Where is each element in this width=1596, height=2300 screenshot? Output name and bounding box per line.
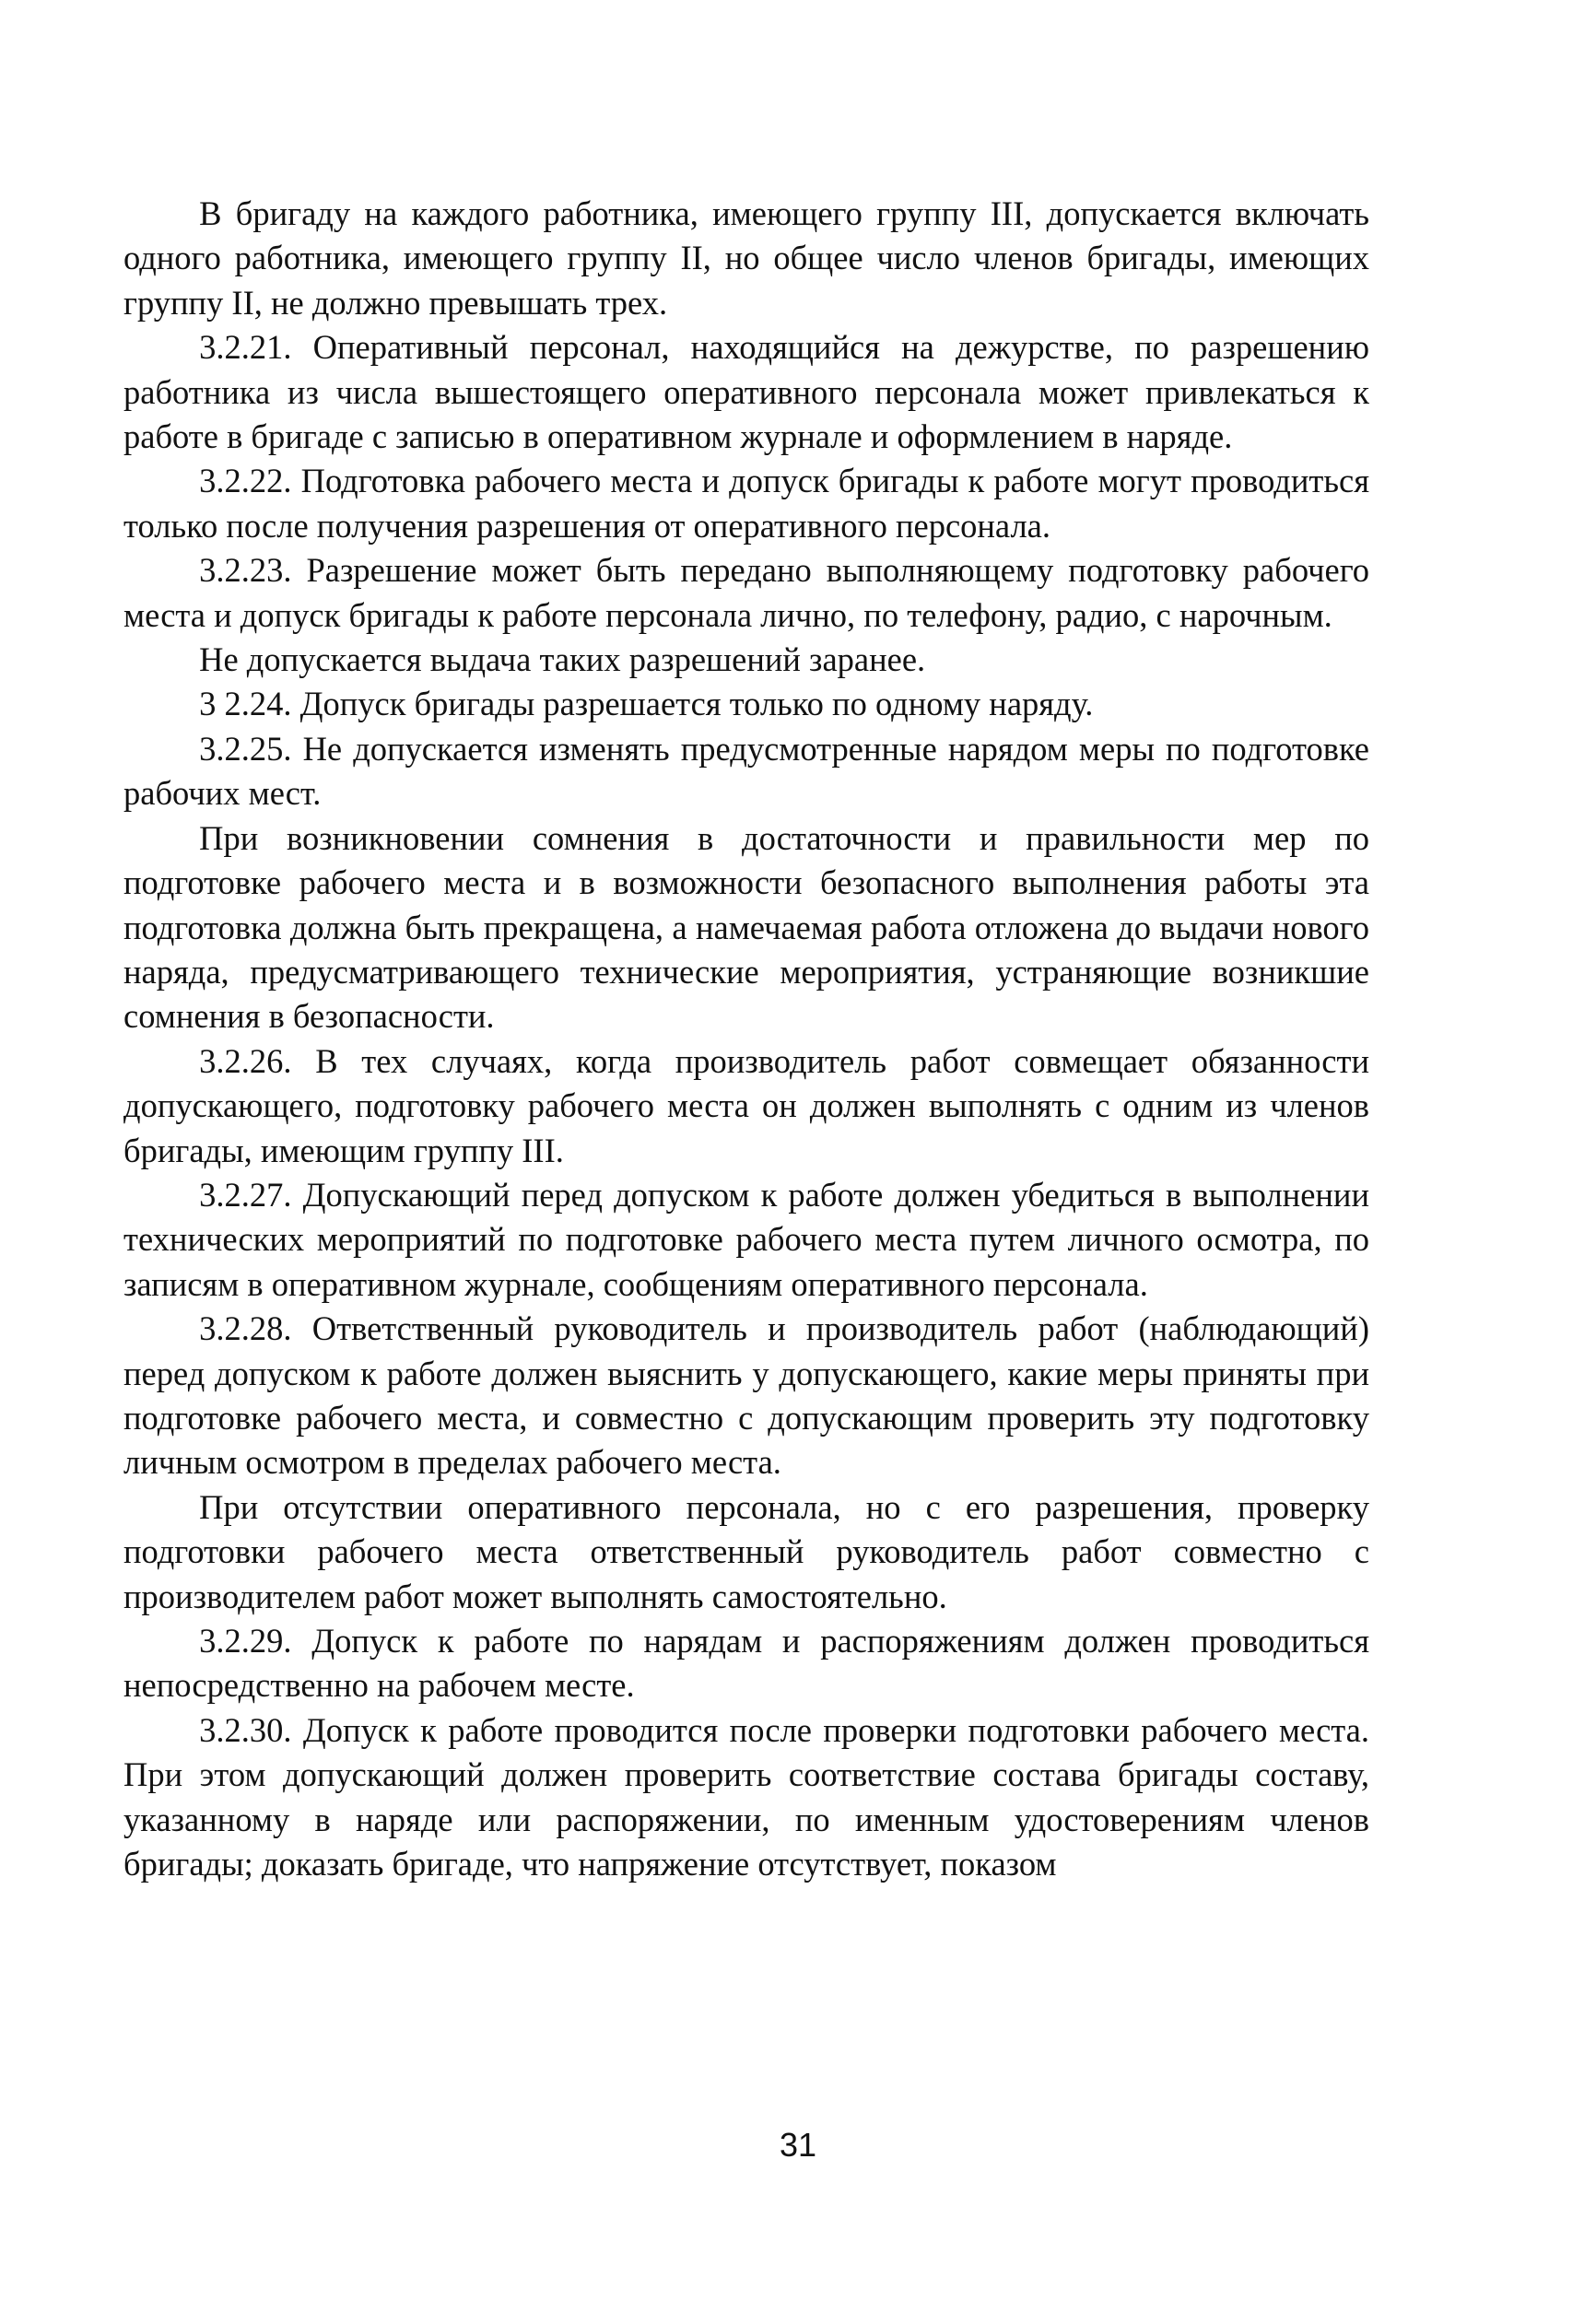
- paragraph-3-2-27: 3.2.27. Допускающий перед допуском к работе должен убедиться в выполнении технических мероприятий по подготовке рабочего места путем личного осмотра, по записям в оперативном журнале, сообщениям оперативного персонала.: [123, 1175, 1369, 1303]
- paragraph-brigade-group: В бригаду на каждого работника, имеющего группу III, допускается включать одного работника, имеющего группу II, но общее число членов бригады, имеющих группу II, не должно превышать трех.: [123, 194, 1369, 322]
- paragraph-3-2-22: 3.2.22. Подготовка рабочего места и допуск бригады к работе могут проводиться только после получения разрешения от оперативного персонала.: [123, 462, 1369, 545]
- page-number: 31: [779, 2126, 817, 2164]
- paragraph-3-2-25: 3.2.25. Не допускается изменять предусмотренные нарядом меры по подготовке рабочих мест.: [123, 729, 1369, 813]
- paragraph-absence-operational: При отсутствии оперативного персонала, но с его разрешения, проверку подготовки рабочего места ответственный руководитель работ совместно с производителем работ может выполнять самостоятельно.: [123, 1487, 1369, 1615]
- paragraph-3-2-23: 3.2.23. Разрешение может быть передано выполняющему подготовку рабочего места и допуск бригады к работе персонала лично, по телефону, радио, с нарочным.: [123, 551, 1369, 634]
- paragraph-doubt: При возникновении сомнения в достаточности и правильности мер по подготовке рабочего места и в возможности безопасного выполнения работы эта подготовка должна быть прекращена, а намечаемая работа отложена до выдачи нового наряда, предусматривающего технические мероприятия, устраняющие возникшие сомнения в безопасности.: [123, 818, 1369, 1036]
- paragraph-3-2-24: 3 2.24. Допуск бригады разрешается только по одному наряду.: [199, 685, 1094, 723]
- paragraph-3-2-29: 3.2.29. Допуск к работе по нарядам и распоряжениям должен проводиться непосредственно на рабочем месте.: [123, 1622, 1369, 1705]
- paragraph-3-2-26: 3.2.26. В тех случаях, когда производитель работ совмещает обязанности допускающего, подготовку рабочего места он должен выполнять с одним из членов бригады, имеющим группу III.: [123, 1041, 1369, 1169]
- body-text: [123, 192, 1369, 1886]
- paragraph-3-2-21: 3.2.21. Оперативный персонал, находящийся на дежурстве, по разрешению работника из числа вышестоящего оперативного персонала может привлекаться к работе в бригаде с записью в оперативном журнале и оформлением в наряде.: [123, 328, 1369, 456]
- paragraph-3-2-28: 3.2.28. Ответственный руководитель и производитель работ (наблюдающий) перед допуском к работе должен выяснить у допускающего, какие меры приняты при подготовке рабочего места, и совместно с допускающим проверить эту подготовку личным осмотром в пределах рабочего места.: [123, 1309, 1369, 1482]
- paragraph-3-2-30: 3.2.30. Допуск к работе проводится после проверки подготовки рабочего места. При этом допускающий должен проверить соответствие состава бригады составу, указанному в наряде или распоряжении, по именным удостоверениям членов бригады; доказать бригаде, что напряжение отсутствует, показом: [123, 1710, 1369, 1883]
- paragraph-no-advance-permission: Не допускается выдача таких разрешений заранее.: [199, 640, 926, 679]
